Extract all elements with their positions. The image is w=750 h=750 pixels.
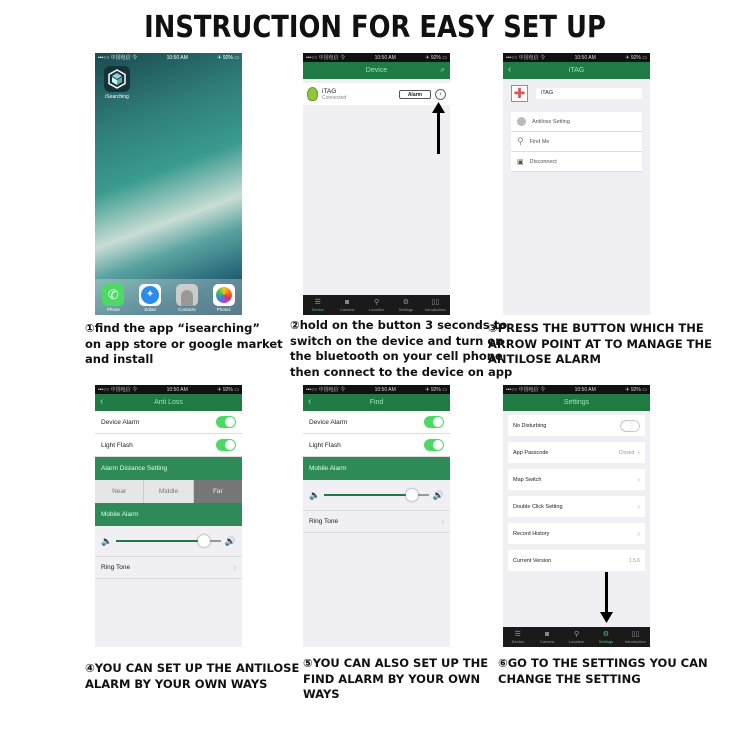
device-status: Connected bbox=[322, 94, 347, 101]
gear-icon: ⚙ bbox=[602, 630, 610, 638]
carrier-text: •••○○ 中国电信 令 bbox=[98, 55, 138, 61]
speaker-low-icon: 🔈 bbox=[309, 489, 321, 500]
tab-bar bbox=[503, 627, 650, 647]
battery-text: ✈ 92% ▭ bbox=[217, 54, 239, 61]
chevron-right-icon: › bbox=[233, 563, 236, 572]
magnifier-icon: ⚲ bbox=[517, 136, 524, 146]
device-alarm-toggle[interactable] bbox=[424, 416, 444, 428]
step6-caption: ⑥GO TO THE SETTINGS YOU CAN CHANGE THE SETTING bbox=[498, 656, 708, 686]
back-icon[interactable]: ‹ bbox=[100, 396, 104, 407]
status-bar bbox=[95, 53, 242, 62]
time-text: 10:50 AM bbox=[166, 54, 188, 61]
tag-icon bbox=[307, 87, 318, 101]
dock bbox=[95, 279, 242, 315]
device-alarm-row: Device Alarm bbox=[303, 411, 450, 434]
disconnect-item[interactable]: ▣ Disconnect bbox=[511, 152, 642, 172]
tab-settings[interactable]: ⚙ Settings bbox=[398, 298, 414, 312]
device-name: iTAG bbox=[322, 87, 337, 95]
step2-caption: ②hold on the button 3 seconds to switch on the device and turn on the bluetooth on your cell phone then connect to the device on app bbox=[290, 318, 513, 379]
settings-row-label: App Passcode bbox=[513, 449, 549, 456]
device-alarm-row: Device Alarm bbox=[95, 411, 242, 434]
phone-itag-screen bbox=[503, 53, 650, 315]
settings-row-label: Map Switch bbox=[513, 476, 542, 483]
light-flash-toggle[interactable] bbox=[216, 439, 236, 451]
mobile-alarm-header: Mobile Alarm bbox=[95, 503, 242, 526]
search-icon[interactable]: ⌕ bbox=[440, 65, 445, 74]
chevron-right-icon: › bbox=[637, 475, 640, 484]
step1-caption: ①find the app “isearching” on app store or google market and install bbox=[85, 321, 283, 366]
status-bar: •••○○ 中国电信 令 10:50 AM ✈ 92% ▭ bbox=[503, 53, 650, 62]
settings-row-label: Record History bbox=[513, 530, 550, 537]
segment-far[interactable]: Far bbox=[194, 480, 242, 503]
nav-title: iTAG bbox=[568, 67, 585, 74]
tab-introduction[interactable]: ▯▯ Introduction bbox=[424, 298, 446, 312]
chevron-right-icon: › bbox=[637, 502, 640, 511]
app-label: iSearching bbox=[105, 94, 129, 100]
list-icon: ☰ bbox=[314, 298, 321, 306]
nav-title: Settings bbox=[563, 399, 590, 406]
phone-settings-screen bbox=[503, 385, 650, 647]
camera-icon: ◙ bbox=[544, 630, 550, 638]
volume-slider[interactable] bbox=[324, 494, 429, 496]
distance-segmented-control bbox=[95, 480, 242, 503]
nav-bar bbox=[303, 62, 450, 79]
light-flash-row: Light Flash bbox=[303, 434, 450, 457]
arrow-head-icon bbox=[600, 612, 613, 623]
dock-label: Contacts bbox=[177, 307, 196, 312]
phone-icon: ✆ bbox=[102, 284, 124, 306]
itag-menu bbox=[511, 112, 642, 172]
ring-tone-row[interactable]: Ring Tone › bbox=[303, 510, 450, 533]
status-bar: •••○○ 中国电信 令 10:50 AM ✈ 92% ▭ bbox=[95, 385, 242, 394]
page-title: INSTRUCTION FOR EASY SET UP bbox=[144, 10, 606, 45]
status-bar: •••○○ 中国电信 令 10:50 AM ✈ 92% ▭ bbox=[303, 53, 450, 62]
device-row[interactable] bbox=[303, 83, 450, 105]
cube-icon bbox=[107, 69, 127, 89]
book-icon: ▯▯ bbox=[431, 298, 440, 306]
segment-near[interactable]: Near bbox=[95, 480, 144, 503]
photos-icon bbox=[213, 284, 235, 306]
settings-row[interactable] bbox=[508, 469, 645, 490]
ring-tone-row[interactable]: Ring Tone › bbox=[95, 556, 242, 579]
chevron-right-icon: › bbox=[637, 529, 640, 538]
phone-antiloss-screen bbox=[95, 385, 242, 647]
settings-row-label: Double Click Setting bbox=[513, 503, 563, 510]
phone-home-screen bbox=[95, 53, 242, 315]
speaker-high-icon: 🔊 bbox=[224, 535, 236, 546]
dock-label: Safari bbox=[144, 307, 156, 312]
pointer-arrow bbox=[605, 572, 608, 614]
tab-camera[interactable]: ◙ Camera bbox=[339, 298, 355, 312]
light-flash-toggle[interactable] bbox=[424, 439, 444, 451]
settings-row[interactable] bbox=[508, 442, 645, 463]
step3-caption: ③PRESS THE BUTTON WHICH THE ARROW POINT AT TO MANAGE THE ANTILOSE ALARM bbox=[488, 321, 713, 366]
dock-label: Photos bbox=[216, 307, 231, 312]
tab-device[interactable]: ☰ Device bbox=[311, 298, 324, 312]
tab-location[interactable]: ⚲ Location bbox=[368, 298, 385, 312]
step4-caption: ④YOU CAN SET UP THE ANTILOSE ALARM BY YOUR OWN WAYS bbox=[85, 661, 300, 691]
pointer-arrow bbox=[437, 110, 440, 154]
speaker-high-icon: 🔊 bbox=[432, 489, 444, 500]
disconnect-icon: ▣ bbox=[517, 158, 524, 166]
light-flash-row: Light Flash bbox=[95, 434, 242, 457]
pin-icon: ⚲ bbox=[373, 298, 380, 306]
dock-safari[interactable] bbox=[139, 284, 161, 312]
settings-list bbox=[503, 411, 650, 571]
status-bar: •••○○ 中国电信 令 10:50 AM ✈ 92% ▭ bbox=[503, 385, 650, 394]
distance-header: Alarm Distance Setting bbox=[95, 457, 242, 480]
phone-find-screen bbox=[303, 385, 450, 647]
nav-bar bbox=[503, 394, 650, 411]
arrow-head-icon bbox=[432, 102, 445, 113]
camera-icon: ◙ bbox=[344, 298, 350, 306]
chevron-right-icon[interactable]: › bbox=[435, 89, 446, 100]
nav-bar bbox=[95, 394, 242, 411]
phone-device-screen bbox=[303, 53, 450, 315]
segment-middle[interactable]: Middle bbox=[144, 480, 193, 503]
alarm-button[interactable]: Alarm bbox=[399, 90, 431, 99]
settings-row[interactable] bbox=[508, 550, 645, 571]
speaker-low-icon: 🔈 bbox=[101, 535, 113, 546]
settings-row-value: Closed bbox=[618, 449, 635, 456]
nav-title: Anti Loss bbox=[154, 399, 183, 406]
dock-phone[interactable] bbox=[102, 284, 124, 312]
back-icon[interactable]: ‹ bbox=[308, 396, 312, 407]
volume-row bbox=[303, 480, 450, 510]
dock-label: Phone bbox=[106, 307, 120, 312]
settings-row-label: Current Version bbox=[513, 557, 552, 564]
dock-contacts[interactable] bbox=[176, 284, 198, 312]
no-disturbing-toggle[interactable] bbox=[620, 420, 640, 432]
antiloss-icon bbox=[517, 117, 526, 126]
volume-slider[interactable] bbox=[116, 540, 221, 542]
nav-title: Find bbox=[369, 399, 384, 406]
mobile-alarm-header: Mobile Alarm bbox=[303, 457, 450, 480]
contacts-icon bbox=[176, 284, 198, 306]
safari-icon: ✦ bbox=[139, 284, 161, 306]
name-input[interactable]: iTAG bbox=[536, 88, 642, 99]
settings-row-label: No Disturbing bbox=[513, 422, 547, 429]
settings-row[interactable] bbox=[508, 496, 645, 517]
list-icon: ☰ bbox=[514, 630, 521, 638]
tab-location[interactable]: ⚲ Location bbox=[568, 630, 585, 644]
gear-icon: ⚙ bbox=[402, 298, 410, 306]
pin-icon: ⚲ bbox=[573, 630, 580, 638]
add-photo-icon[interactable]: ✚ bbox=[511, 85, 528, 102]
tab-device[interactable]: ☰ Device bbox=[511, 630, 524, 644]
device-alarm-toggle[interactable] bbox=[216, 416, 236, 428]
book-icon: ▯▯ bbox=[631, 630, 640, 638]
settings-row[interactable] bbox=[508, 415, 645, 436]
nav-bar bbox=[503, 62, 650, 79]
settings-row-value: 1.5.6 bbox=[628, 557, 640, 564]
tab-introduction[interactable]: ▯▯ Introduction bbox=[624, 630, 646, 644]
dock-photos[interactable] bbox=[213, 284, 235, 312]
nav-title: Device bbox=[365, 67, 388, 74]
find-me-item[interactable]: ⚲ Find Me bbox=[511, 132, 642, 152]
tab-bar bbox=[303, 295, 450, 315]
isearching-app-icon[interactable] bbox=[104, 66, 130, 92]
volume-row bbox=[95, 526, 242, 556]
name-row bbox=[503, 79, 650, 108]
back-icon[interactable]: ‹ bbox=[508, 64, 512, 75]
antiloss-setting-item[interactable]: Antiloss Setting bbox=[511, 112, 642, 132]
status-bar: •••○○ 中国电信 令 10:50 AM ✈ 92% ▭ bbox=[303, 385, 450, 394]
tab-camera[interactable]: ◙ Camera bbox=[539, 630, 555, 644]
nav-bar bbox=[303, 394, 450, 411]
settings-row[interactable] bbox=[508, 523, 645, 544]
tab-settings[interactable]: ⚙ Settings bbox=[598, 630, 614, 644]
chevron-right-icon: › bbox=[637, 448, 640, 457]
chevron-right-icon: › bbox=[441, 517, 444, 526]
step5-caption: ⑤YOU CAN ALSO SET UP THE FIND ALARM BY YOUR OWN WAYS bbox=[303, 656, 489, 701]
